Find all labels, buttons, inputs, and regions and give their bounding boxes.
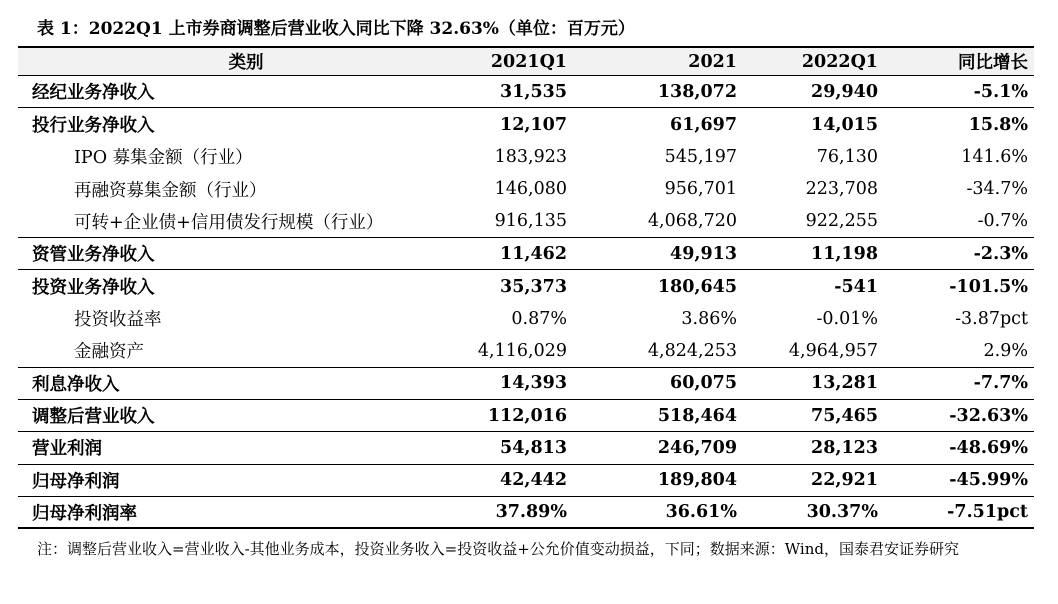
row-label: 投资收益率 — [74, 310, 162, 331]
cell-2021q1: 0.87% — [511, 308, 567, 329]
cell-2022q1: 22,921 — [811, 470, 878, 491]
cell-yoy: -32.63% — [949, 405, 1028, 426]
cell-2022q1: 29,940 — [811, 81, 878, 102]
cell-yoy: -45.99% — [949, 470, 1028, 491]
cell-2022q1: 76,130 — [816, 146, 878, 167]
table-row — [18, 497, 1034, 529]
row-label: 调整后营业收入 — [32, 407, 155, 428]
row-label: 利息净收入 — [32, 374, 120, 395]
cell-2021q1: 42,442 — [500, 470, 567, 491]
header-2021: 2021 — [688, 51, 737, 72]
table-row — [18, 465, 1034, 497]
table-row — [18, 303, 1034, 335]
cell-2021: 4,068,720 — [647, 211, 737, 232]
cell-2021: 138,072 — [657, 81, 737, 102]
cell-2021q1: 4,116,029 — [477, 340, 567, 361]
cell-2021: 60,075 — [670, 373, 737, 394]
cell-2021q1: 14,393 — [500, 373, 567, 394]
row-label: 投行业务净收入 — [32, 116, 155, 137]
cell-yoy: 141.6% — [961, 146, 1028, 167]
cell-2022q1: 13,281 — [811, 373, 878, 394]
row-label: 归母净利润率 — [32, 503, 137, 524]
cell-2021: 518,464 — [657, 405, 737, 426]
row-label: 资管业务净收入 — [32, 245, 155, 266]
cell-2021: 61,697 — [670, 114, 737, 135]
cell-2022q1: 75,465 — [811, 405, 878, 426]
cell-2021q1: 12,107 — [500, 114, 567, 135]
table-row — [18, 400, 1034, 432]
cell-yoy: -34.7% — [966, 179, 1028, 200]
cell-2022q1: 4,964,957 — [788, 340, 878, 361]
table-row — [18, 238, 1034, 270]
cell-2021: 189,804 — [657, 470, 737, 491]
cell-yoy: -7.51pct — [947, 502, 1028, 523]
cell-2022q1: 28,123 — [811, 437, 878, 458]
row-label: 投资业务净收入 — [32, 278, 155, 299]
table-row — [18, 173, 1034, 205]
table-row — [18, 270, 1034, 302]
cell-2021: 246,709 — [657, 437, 737, 458]
table-row — [18, 432, 1034, 464]
row-label: 再融资募集金额（行业） — [74, 180, 267, 201]
cell-2021: 545,197 — [664, 146, 737, 167]
cell-2021q1: 35,373 — [500, 276, 567, 297]
data-table — [18, 46, 1034, 529]
cell-2021q1: 31,535 — [500, 81, 567, 102]
cell-yoy: -0.7% — [977, 211, 1028, 232]
cell-2021: 49,913 — [670, 243, 737, 264]
row-label: IPO 募集金额（行业） — [74, 148, 253, 169]
header-2021q1: 2021Q1 — [490, 51, 567, 72]
cell-yoy: -48.69% — [949, 437, 1028, 458]
cell-2022q1: -541 — [834, 276, 878, 297]
cell-yoy: -7.7% — [973, 373, 1028, 394]
cell-yoy: 15.8% — [968, 114, 1028, 135]
cell-2021: 180,645 — [657, 276, 737, 297]
cell-yoy: 2.9% — [983, 340, 1028, 361]
cell-2022q1: 11,198 — [811, 243, 878, 264]
cell-2021q1: 183,923 — [494, 146, 567, 167]
cell-2021: 36.61% — [665, 502, 737, 523]
cell-2022q1: 223,708 — [805, 179, 878, 200]
cell-2022q1: 30.37% — [806, 502, 878, 523]
cell-2021q1: 37.89% — [495, 502, 567, 523]
row-label: 经纪业务净收入 — [32, 83, 155, 104]
cell-2021: 956,701 — [664, 179, 737, 200]
header-yoy: 同比增长 — [958, 53, 1028, 73]
cell-2022q1: 14,015 — [811, 114, 878, 135]
table-row — [18, 206, 1034, 238]
cell-yoy: -3.87pct — [955, 308, 1028, 329]
cell-yoy: -5.1% — [973, 81, 1028, 102]
header-2022q1: 2022Q1 — [801, 51, 878, 72]
cell-yoy: -2.3% — [973, 243, 1028, 264]
row-label: 金融资产 — [74, 342, 144, 363]
table-row — [18, 108, 1034, 140]
row-label: 营业利润 — [32, 439, 102, 460]
table-row — [18, 368, 1034, 400]
header-category: 类别 — [228, 53, 264, 73]
row-label: 可转+企业债+信用债发行规模（行业） — [74, 212, 384, 233]
table-row — [18, 335, 1034, 367]
table-header-row — [18, 46, 1034, 76]
row-label: 归母净利润 — [32, 471, 120, 492]
cell-2021: 4,824,253 — [647, 340, 737, 361]
footnote: 注：调整后营业收入=营业收入-其他业务成本，投资业务收入=投资收益+公允价值变动损益，下同；数据来源：Wind，国泰君安证券研究 — [37, 540, 959, 558]
cell-2022q1: -0.01% — [816, 308, 878, 329]
cell-2021q1: 112,016 — [487, 405, 567, 426]
table-title: 表 1：2022Q1 上市券商调整后营业收入同比下降 32.63%（单位：百万元） — [37, 19, 635, 39]
cell-2021q1: 916,135 — [494, 211, 567, 232]
cell-2021: 3.86% — [681, 308, 737, 329]
cell-2022q1: 922,255 — [805, 211, 878, 232]
cell-2021q1: 11,462 — [500, 243, 567, 264]
table-row — [18, 76, 1034, 108]
table-row — [18, 141, 1034, 173]
cell-2021q1: 146,080 — [494, 179, 567, 200]
cell-yoy: -101.5% — [949, 276, 1028, 297]
cell-2021q1: 54,813 — [500, 437, 567, 458]
